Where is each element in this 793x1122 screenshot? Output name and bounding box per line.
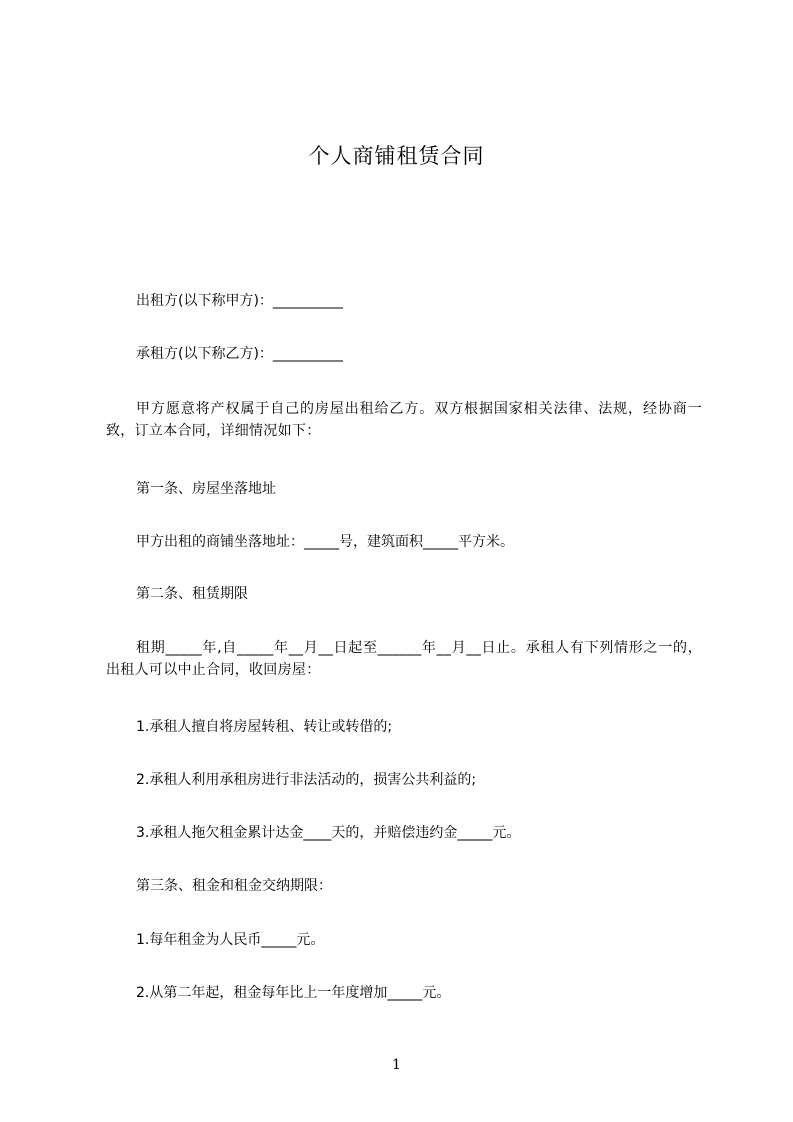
article-3-heading: 第三条、租金和租金交纳期限：	[136, 878, 332, 894]
termination-item-1: 1.承租人擅自将房屋转租、转让或转借的;	[136, 719, 393, 735]
page-number: 1	[392, 1057, 401, 1073]
lease-term-paragraph: 租期_____年,自_____年__月__日起至______年__月__日止。承租人有下列情形之一的，出租人可以中止合同，收回房屋：	[106, 640, 702, 678]
article-2-heading: 第二条、租赁期限	[136, 586, 248, 602]
rent-item-1: 1.每年租金为人民币_____元。	[136, 932, 325, 948]
article-1-heading: 第一条、房屋坐落地址	[136, 481, 276, 497]
lessee-line: 承租方(以下称乙方)：__________	[136, 346, 343, 362]
intro-paragraph: 甲方愿意将产权属于自己的房屋出租给乙方。双方根据国家相关法律、法规，经协商一致，订立本合同，详细情况如下：	[106, 401, 702, 439]
lessor-line: 出租方(以下称甲方)：__________	[136, 293, 343, 309]
termination-item-3: 3.承租人拖欠租金累计达金____天的，并赔偿违约金_____元。	[136, 825, 521, 841]
shop-address-line: 甲方出租的商铺坐落地址：_____号，建筑面积_____平方米。	[136, 534, 514, 550]
document-title: 个人商铺租赁合同	[308, 144, 485, 168]
rent-item-2: 2.从第二年起，租金每年比上一年度增加_____元。	[136, 985, 451, 1001]
termination-item-2: 2.承租人利用承租房进行非法活动的，损害公共利益的;	[136, 772, 477, 788]
